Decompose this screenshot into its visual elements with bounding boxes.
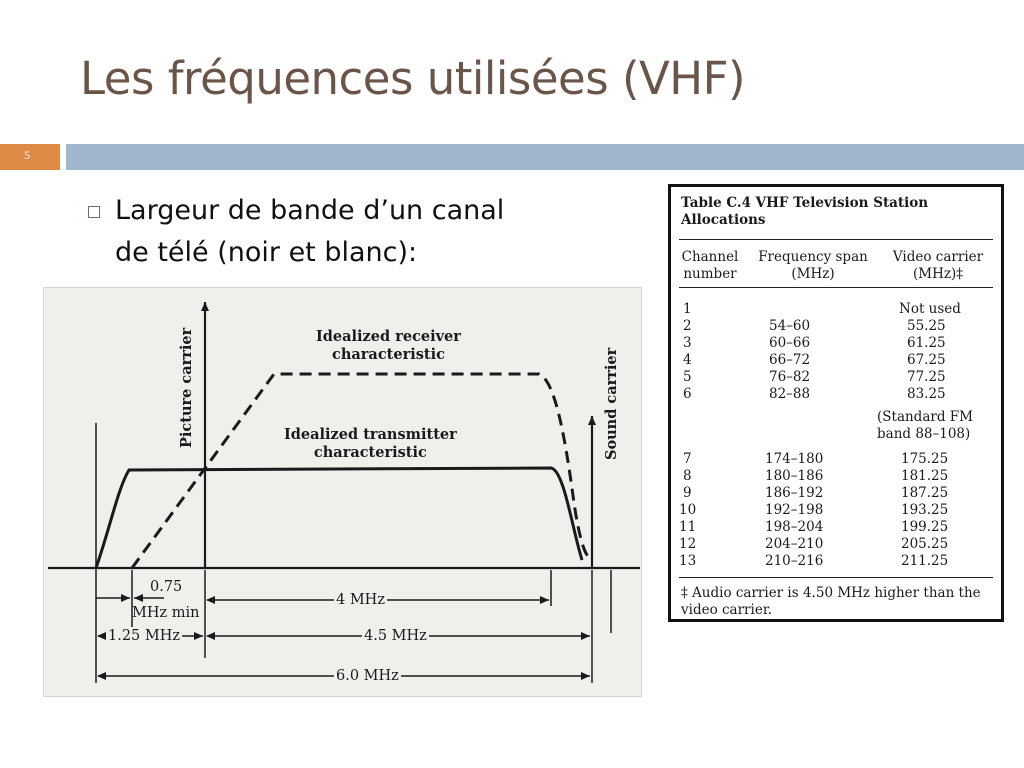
table-cell-channel: 4: [683, 352, 692, 368]
fm-band-note-1: (Standard FM: [877, 409, 973, 425]
measure-45mhz: 4.5 MHz: [364, 628, 427, 644]
slide-number: 5: [0, 144, 60, 170]
table-cell-channel: 3: [683, 335, 692, 351]
header-span-line-2: (MHz): [791, 266, 835, 282]
table-cell-channel: 11: [679, 519, 697, 535]
table-caption: [681, 195, 928, 229]
header-frequency-span: [753, 249, 873, 283]
table-cell-channel: 10: [679, 502, 697, 518]
bullet-text: [115, 190, 615, 274]
table-cell-video: 205.25: [901, 536, 949, 552]
bullet-line-1: Largeur de bande d’un canal: [115, 195, 505, 226]
table-cell-span: 210–216: [765, 553, 824, 569]
fm-band-note-2: band 88–108): [877, 426, 971, 442]
header-channel: [679, 249, 741, 283]
table-cell-video: 77.25: [907, 369, 946, 385]
slide-title: Les fréquences utilisées (VHF): [80, 52, 746, 105]
table-cell-span: 174–180: [765, 451, 824, 467]
table-cell-span: 54–60: [769, 318, 811, 334]
table-cell-channel: 12: [679, 536, 697, 552]
table-cell-span: 66–72: [769, 352, 811, 368]
table-cell-video: 67.25: [907, 352, 946, 368]
table-cell-span: 82–88: [769, 386, 811, 402]
table-cell-channel: 2: [683, 318, 692, 334]
table-cell-channel: 1: [683, 301, 692, 317]
table-cell-video: 199.25: [901, 519, 949, 535]
table-caption-line-1: Table C.4 VHF Television Station: [681, 195, 929, 211]
measure-125mhz: 1.25 MHz: [108, 628, 181, 644]
measure-4mhz: 4 MHz: [336, 592, 385, 608]
header-span-line-1: Frequency span: [758, 249, 868, 265]
table-footnote: ‡ Audio carrier is 4.50 MHz higher than the video carrier.: [681, 585, 981, 618]
table-cell-video: 175.25: [901, 451, 949, 467]
channel-bandwidth-diagram: [43, 287, 642, 697]
table-cell-channel: 5: [683, 369, 692, 385]
table-cell-span: 186–192: [765, 485, 824, 501]
table-cell-span: 192–198: [765, 502, 824, 518]
table-rule: [679, 287, 993, 288]
bullet-line-2: de télé (noir et blanc):: [115, 237, 418, 268]
table-cell-video: Not used: [899, 301, 961, 317]
table-cell-video: 83.25: [907, 386, 946, 402]
picture-carrier-label: Picture carrier: [178, 327, 195, 448]
receiver-label-line-1: Idealized receiver: [316, 328, 461, 345]
header-video-line-1: Video carrier: [892, 249, 984, 265]
table-rule: [679, 239, 993, 240]
header-channel-line-1: Channel: [681, 249, 739, 265]
table-cell-channel: 7: [683, 451, 692, 467]
table-cell-channel: 13: [679, 553, 697, 569]
receiver-label: [316, 328, 461, 364]
table-cell-span: 204–210: [765, 536, 824, 552]
vhf-allocation-table: [668, 184, 1004, 622]
header-channel-line-2: number: [683, 266, 737, 282]
header-video-carrier: [883, 249, 993, 283]
table-cell-video: 193.25: [901, 502, 949, 518]
measure-6mhz: 6.0 MHz: [336, 668, 399, 684]
table-cell-video: 55.25: [907, 318, 946, 334]
square-bullet-icon: [88, 206, 100, 218]
sound-carrier-label: Sound carrier: [603, 347, 620, 460]
table-cell-video: 181.25: [901, 468, 949, 484]
table-cell-span: 198–204: [765, 519, 824, 535]
transmitter-label-line-1: Idealized transmitter: [284, 426, 457, 443]
table-cell-channel: 6: [683, 386, 692, 402]
receiver-label-line-2: characteristic: [332, 346, 445, 363]
transmitter-label: [284, 426, 457, 462]
table-cell-channel: 8: [683, 468, 692, 484]
title-divider-bar: [66, 144, 1024, 170]
table-cell-channel: 9: [683, 485, 692, 501]
table-cell-span: 60–66: [769, 335, 811, 351]
table-cell-video: 187.25: [901, 485, 949, 501]
table-cell-span: 180–186: [765, 468, 824, 484]
table-cell-video: 61.25: [907, 335, 946, 351]
table-cell-span: 76–82: [769, 369, 811, 385]
transmitter-label-line-2: characteristic: [313, 444, 427, 461]
table-rule: [679, 577, 993, 578]
table-caption-line-2: Allocations: [681, 212, 766, 228]
measure-075: 0.75: [150, 579, 183, 595]
measure-mhz-min: MHz min: [132, 605, 200, 621]
header-video-line-2: (MHz)‡: [913, 266, 963, 282]
table-cell-video: 211.25: [901, 553, 949, 569]
